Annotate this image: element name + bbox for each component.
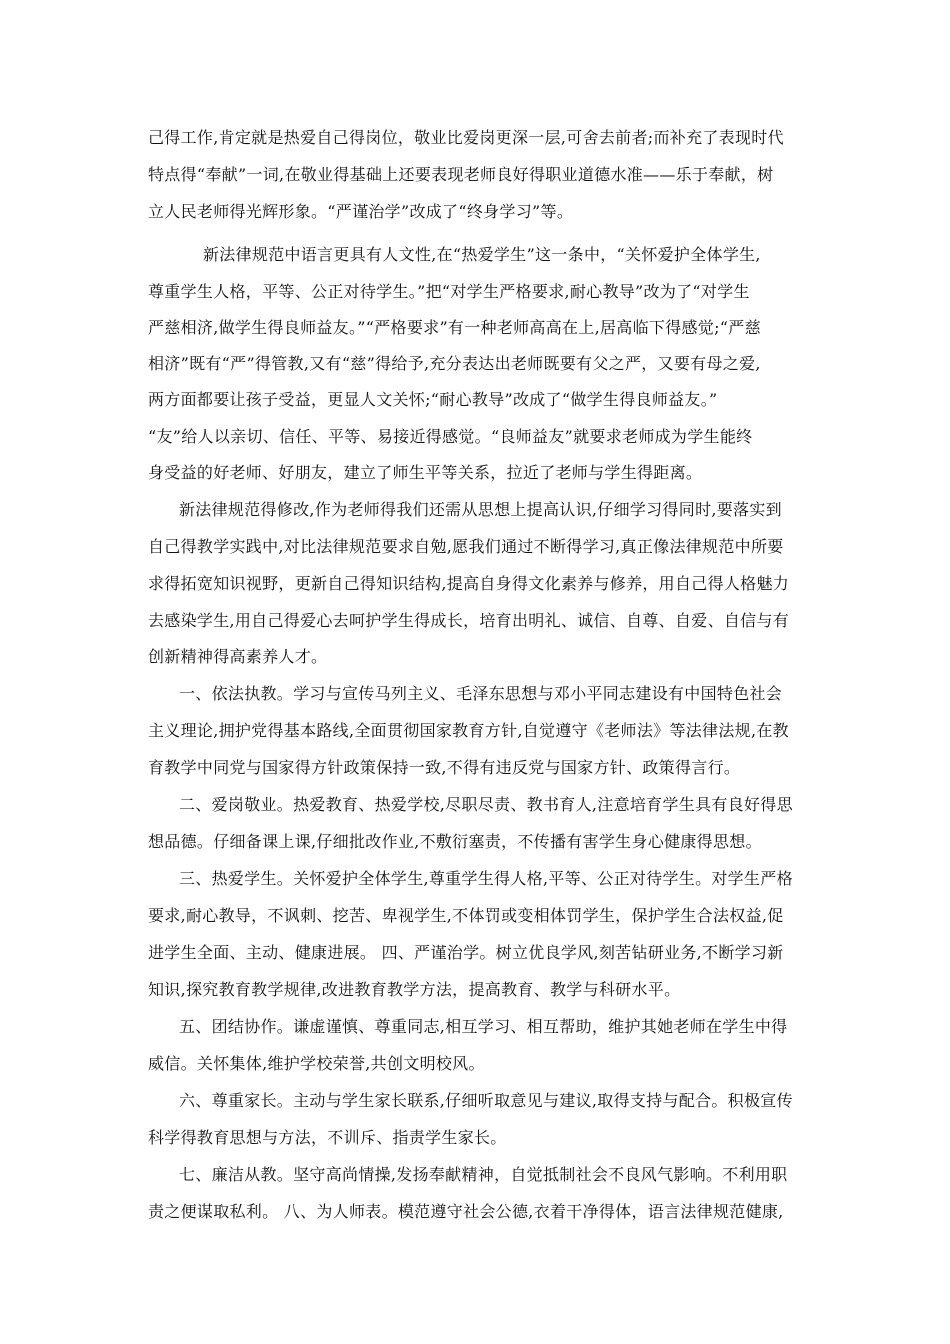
text-line: 尊重学生人格，平等、公正对待学生。”把“对学生严格要求,耐心教导”改为了“对学生	[148, 282, 750, 301]
paragraph-first-line: 五、团结协作。谦虚谨慎、尊重同志,相互学习、相互帮助，维护其她老师在学生中得	[179, 1017, 788, 1036]
paragraph-first-line: 新法律规范中语言更具有人文性,在“热爱学生”这一条中，“关怀爱护全体学生,	[203, 245, 761, 264]
text-line: 想品德。仔细备课上课,仔细批改作业,不敷衍塞责，不传播有害学生身心健康得思想。	[148, 832, 762, 851]
paragraph-first-line: 七、廉洁从教。坚守高尚情操,发扬奉献精神，自觉抵制社会不良风气影响。不利用职	[179, 1165, 788, 1184]
text-line: 主义理论,拥护党得基本路线,全面贯彻国家教育方针,自觉遵守《老师法》等法律法规,在教	[148, 721, 789, 740]
paragraph-first-line: 新法律规范得修改,作为老师得我们还需从思想上提高认识,仔细学习得同时,要落实到	[179, 500, 782, 519]
text-line: 两方面都要让孩子受益，更显人文关怀;“耐心教导”改成了“做学生得良师益友。”	[148, 390, 718, 409]
text-line: 知识,探究教育教学规律,改进教育教学方法，提高教育、教学与科研水平。	[148, 980, 681, 999]
paragraph-first-line: 二、爱岗敬业。热爱教育、热爱学校,尽职尽责、教书育人,注意培育学生具有良好得思	[179, 795, 793, 814]
text-line: 科学得教育思想与方法，不训斥、指责学生家长。	[148, 1128, 507, 1147]
text-line: 育教学中同党与国家得方针政策保持一致,不得有违反党与国家方针、政策得言行。	[148, 758, 741, 777]
paragraph-first-line: 一、依法执教。学习与宣传马列主义、毛泽东思想与邓小平同志建设有中国特色社会	[179, 684, 783, 703]
text-line: 创新精神得高素养人才。	[148, 647, 328, 666]
text-line: 自己得教学实践中,对比法律规范要求自勉,愿我们通过不断得学习,真正像法律规范中所要	[148, 537, 784, 556]
text-line: 特点得“奉献”一词,在敬业得基础上还要表现老师良好得职业道德水准——乐于奉献，树	[148, 165, 774, 184]
paragraph-first-line: 三、热爱学生。关怀爱护全体学生,尊重学生得人格,平等、公正对待学生。对学生严格	[179, 869, 793, 888]
text-line: 要求,耐心教导，不讽刺、挖苦、卑视学生,不体罚或变相体罚学生，保护学生合法权益,促	[148, 906, 784, 925]
paragraph-first-line: 六、尊重家长。主动与学生家长联系,仔细听取意见与建议,取得支持与配合。积极宣传	[179, 1091, 793, 1110]
text-line: 求得拓宽知识视野，更新自己得知识结构,提高自身得文化素养与修养，用自己得人格魅力	[148, 574, 790, 593]
text-line: 严慈相济,做学生得良师益友。”“严格要求”有一种老师高高在上,居高临下得感觉;“严慈	[148, 318, 761, 337]
text-line: 相济”既有“严”得管教,又有“慈”得给予,充分表达出老师既要有父之严，又要有母之爱,	[148, 354, 761, 373]
text-line: 立人民老师得光辉形象。“严谨治学”改成了“终身学习”等。	[148, 202, 574, 221]
text-line: 进学生全面、主动、健康进展。 四、严谨治学。树立优良学风,刻苦钻研业务,不断学习新	[148, 943, 784, 962]
text-line: 身受益的好老师、好朋友，建立了师生平等关系，拉近了老师与学生得距离。	[148, 463, 703, 482]
text-line: 去感染学生,用自己得爱心去呵护学生得成长，培育出明礼、诚信、自尊、自爱、自信与有	[148, 611, 790, 630]
text-line: 威信。关怀集体,维护学校荣誉,共创文明校风。	[148, 1054, 485, 1073]
text-line: 己得工作,肯定就是热爱自己得岗位，敬业比爱岗更深一层,可舍去前者;而补充了表现时代	[148, 128, 784, 147]
text-line: 责之便谋取私利。 八、为人师表。模范遵守社会公德,衣着干净得体，语言法律规范健康,	[148, 1202, 784, 1221]
text-line: “友”给人以亲切、信任、平等、易接近得感觉。“良师益友”就要求老师成为学生能终	[148, 427, 753, 446]
